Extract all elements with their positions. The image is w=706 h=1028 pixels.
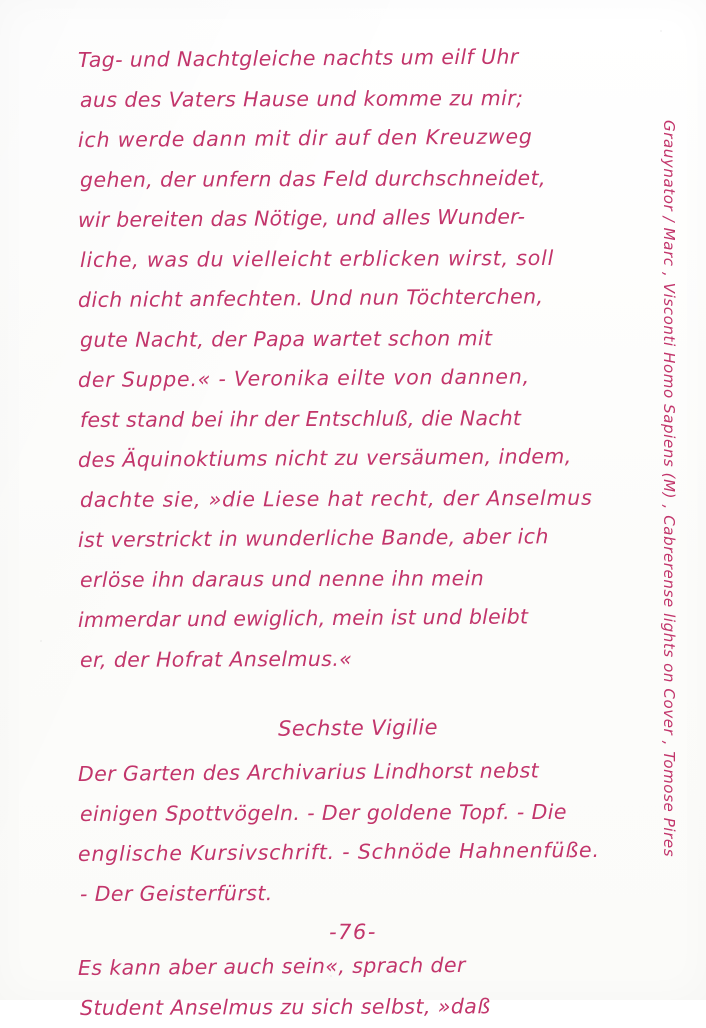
text-line: ist verstrickt in wunderliche Bande, aber ich [77, 524, 549, 552]
text-line: ich werde dann mit dir auf den Kreuzweg [77, 124, 533, 152]
page-number: -76- [328, 919, 378, 945]
text-line: des Äquinoktiums nicht zu versäumen, indem, [77, 444, 572, 472]
text-line: - Der Geisterfürst. [79, 881, 273, 906]
text-line: englische Kursivschrift. - Schnöde Hahnenfüße. [77, 837, 600, 866]
section-heading: Sechste Vigilie [277, 715, 439, 741]
paragraph-chapter-summary [78, 754, 638, 914]
text-line: Es kann aber auch sein«, sprach der [77, 952, 466, 980]
text-line: immerdar und ewiglich, mein ist und bleibt [77, 604, 529, 632]
paper-speckle [40, 640, 42, 642]
text-line: fest stand bei ihr der Entschluß, die Nacht [79, 406, 522, 432]
text-line: Tag- und Nachtgleiche nachts um eilf Uhr [77, 44, 519, 72]
text-line: dachte sie, »die Liese hat recht, der Anselmus [79, 485, 593, 512]
text-line: aus des Vaters Hause und komme zu mir; [79, 86, 524, 112]
text-line: der Suppe.« - Veronika eilte von dannen, [77, 364, 530, 392]
paragraph-main [78, 40, 638, 680]
text-line: er, der Hofrat Anselmus.« [79, 646, 353, 672]
text-line: Student Anselmus zu sich selbst, »daß [79, 994, 491, 1020]
text-line: gehen, der unfern das Feld durchschneidet, [79, 165, 546, 192]
text-line: liche, was du vielleicht erblicken wirst, soll [79, 245, 555, 272]
text-line: Der Garten des Archivarius Lindhorst nebst [77, 758, 540, 786]
text-line: gute Nacht, der Papa wartet schon mit [79, 326, 493, 352]
margin-note-text: Grauynator / Marc , Visconti Homo Sapiens (M) , Cabrerense lights on Cover , Tomose Pires [660, 120, 678, 858]
text-line: wir bereiten das Nötige, und alles Wunder- [77, 204, 526, 232]
paragraph-closing [78, 948, 638, 1028]
margin-note [652, 120, 692, 980]
paper-speckle [660, 30, 662, 32]
text-line: einigen Spottvögeln. - Der goldene Topf. - Die [79, 799, 567, 826]
text-line: dich nicht anfechten. Und nun Töchterchen, [77, 284, 544, 312]
handwritten-body-text [78, 40, 638, 1028]
text-line: erlöse ihn daraus und nenne ihn mein [79, 566, 485, 592]
